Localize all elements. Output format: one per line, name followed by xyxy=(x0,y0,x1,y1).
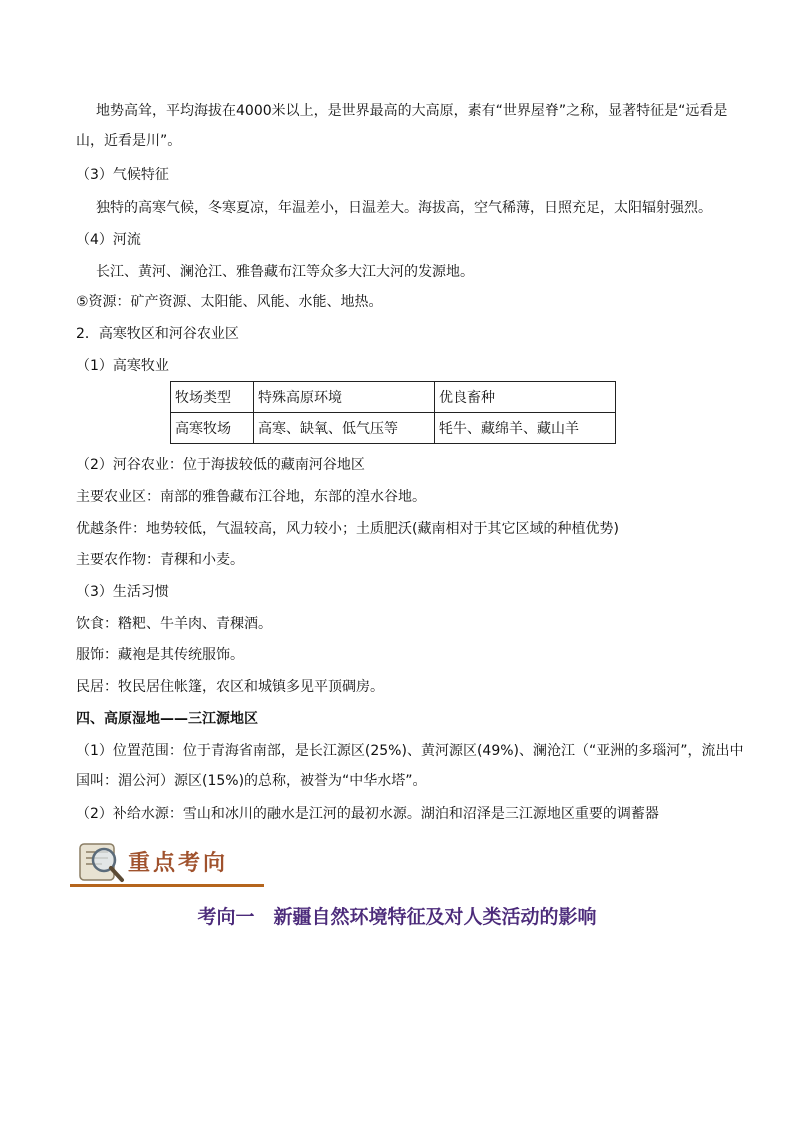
banner-underline xyxy=(70,884,264,887)
paragraph-terrain-line2: 山，近看是川”。 xyxy=(76,133,182,149)
table-header-cell: 优良畜种 xyxy=(435,382,616,413)
subheading-pastoral: （1）高寒牧业 xyxy=(76,358,169,374)
table-cell: 牦牛、藏绵羊、藏山羊 xyxy=(435,413,616,444)
paragraph-rivers: 长江、黄河、澜沧江、雅鲁藏布江等众多大江大河的发源地。 xyxy=(96,264,474,280)
pasture-table xyxy=(170,381,616,444)
paragraph-resources: ⑤资源：矿产资源、太阳能、风能、水能、地热。 xyxy=(76,294,383,310)
paragraph-location-line2: 国叫：湄公河）源区(15%)的总称，被誉为“中华水塔”。 xyxy=(76,773,427,789)
table-cell: 高寒牧场 xyxy=(171,413,254,444)
paragraph-housing: 民居：牧民居住帐篷，农区和城镇多见平顶碉房。 xyxy=(76,679,384,695)
section-heading-2: 2．高寒牧区和河谷农业区 xyxy=(76,326,239,342)
subheading-rivers: （4）河流 xyxy=(76,232,141,248)
section-heading-4: 四、高原湿地——三江源地区 xyxy=(76,711,258,727)
table-header-cell: 牧场类型 xyxy=(171,382,254,413)
key-topics-banner-label: 重点考向 xyxy=(128,850,229,876)
paragraph-diet: 饮食：糌粑、牛羊肉、青稞酒。 xyxy=(76,616,272,632)
topic-heading: 考向一 新疆自然环境特征及对人类活动的影响 xyxy=(197,906,597,928)
subheading-valley-agriculture: （2）河谷农业：位于海拔较低的藏南河谷地区 xyxy=(76,457,365,473)
paragraph-location-line1: （1）位置范围：位于青海省南部，是长江源区(25%)、黄河源区(49%)、澜沧江（“亚洲的多瑙河”，流出中 xyxy=(76,743,744,759)
paragraph-water-supply: （2）补给水源：雪山和冰川的融水是江河的最初水源。湖泊和沼泽是三江源地区重要的调蓄器 xyxy=(76,806,659,822)
paragraph-clothing: 服饰：藏袍是其传统服饰。 xyxy=(76,647,244,663)
table-cell: 高寒、缺氧、低气压等 xyxy=(254,413,435,444)
paragraph-advantages: 优越条件：地势较低，气温较高，风力较小；土质肥沃(藏南相对于其它区域的种植优势) xyxy=(76,521,619,537)
table-header-row xyxy=(171,382,616,413)
subheading-climate: （3）气候特征 xyxy=(76,167,169,183)
paragraph-terrain-line1: 地势高耸，平均海拔在4000米以上，是世界最高的大高原，素有“世界屋脊”之称，显著特征是“远看是 xyxy=(96,103,728,119)
table-header-cell: 特殊高原环境 xyxy=(254,382,435,413)
subheading-customs: （3）生活习惯 xyxy=(76,584,169,600)
paragraph-main-areas: 主要农业区：南部的雅鲁藏布江谷地，东部的湟水谷地。 xyxy=(76,489,426,505)
paragraph-crops: 主要农作物：青稞和小麦。 xyxy=(76,552,244,568)
table-row xyxy=(171,413,616,444)
paragraph-climate: 独特的高寒气候，冬寒夏凉，年温差小，日温差大。海拔高，空气稀薄，日照充足，太阳辐射强烈。 xyxy=(96,200,712,216)
